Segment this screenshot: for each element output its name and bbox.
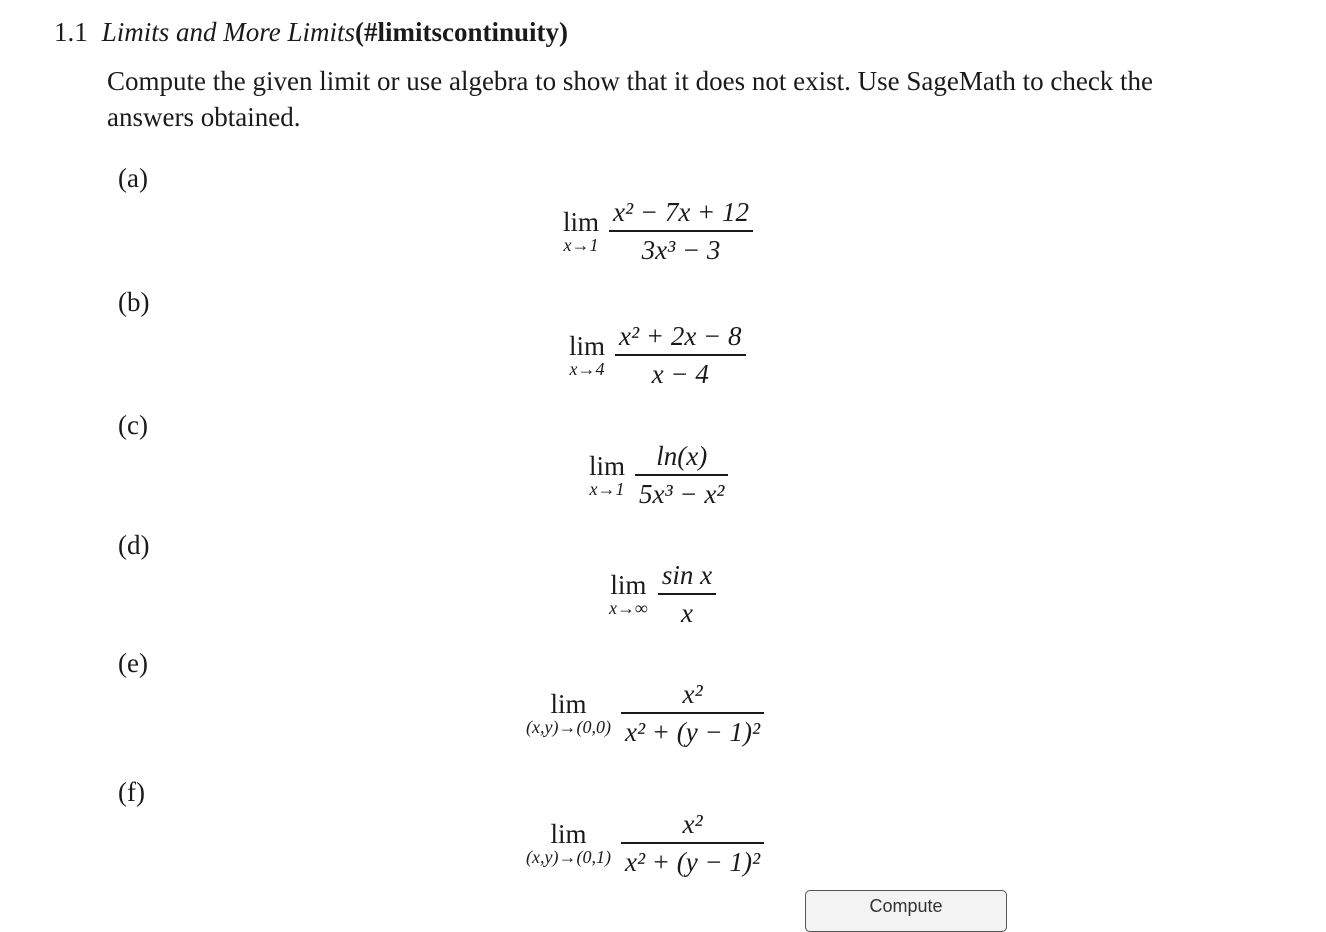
denominator: 3x³ − 3 [641, 234, 721, 265]
numerator: x² [682, 679, 703, 709]
limit-operator [563, 208, 599, 254]
lim-text: lim [550, 688, 587, 719]
limit-operator [526, 820, 611, 866]
fraction [658, 557, 716, 631]
compute-button[interactable]: Compute [805, 890, 1007, 932]
lim-text: lim [550, 818, 587, 849]
limit-expression-c [589, 438, 728, 512]
denominator: 5x³ − x² [639, 478, 725, 509]
denominator: x − 4 [651, 358, 709, 389]
limit-subscript: (x,y)→(0,1) [526, 846, 611, 867]
numerator: x² − 7x + 12 [613, 197, 750, 227]
fraction [609, 194, 753, 268]
problem-label-d: (d) [118, 530, 150, 560]
limit-subscript: x→1 [589, 478, 625, 499]
lim-text: lim [589, 450, 626, 481]
lim-text: lim [610, 569, 647, 600]
fraction [621, 676, 764, 750]
section-tag: (#limitscontinuity) [355, 17, 569, 47]
limit-expression-b [569, 318, 746, 392]
limit-subscript: x→4 [569, 358, 605, 379]
numerator: ln(x) [656, 441, 708, 471]
limit-expression-d [609, 557, 716, 631]
problem-label-b: (b) [118, 287, 150, 317]
limit-operator [589, 452, 625, 498]
problem-label-e: (e) [118, 648, 148, 678]
numerator: x² [682, 809, 703, 839]
lim-text: lim [563, 206, 600, 237]
section-title: Limits and More Limits [101, 17, 356, 47]
fraction [635, 438, 728, 512]
limit-expression-f [526, 806, 764, 880]
lim-text: lim [569, 330, 606, 361]
limit-subscript: x→∞ [609, 597, 648, 618]
problem-instructions: Compute the given limit or use algebra to show that it does not exist. Use SageMath to check the answers obtained. [107, 66, 1154, 132]
denominator: x [680, 597, 693, 628]
problem-label-f: (f) [118, 777, 145, 807]
limit-expression-e [526, 676, 764, 750]
numerator: sin x [661, 560, 713, 590]
limit-expression-a [563, 194, 753, 268]
limit-subscript: x→1 [563, 234, 599, 255]
limit-operator [569, 332, 605, 378]
problem-label-a: (a) [118, 163, 148, 193]
denominator: x² + (y − 1)² [624, 846, 761, 877]
limit-subscript: (x,y)→(0,0) [526, 716, 611, 737]
fraction [615, 318, 746, 392]
denominator: x² + (y − 1)² [624, 716, 761, 747]
section-number: 1.1 [54, 17, 88, 47]
fraction [621, 806, 764, 880]
section-heading [54, 14, 568, 50]
limit-operator [609, 571, 648, 617]
numerator: x² + 2x − 8 [619, 321, 742, 351]
limit-operator [526, 690, 611, 736]
problem-label-c: (c) [118, 410, 148, 440]
